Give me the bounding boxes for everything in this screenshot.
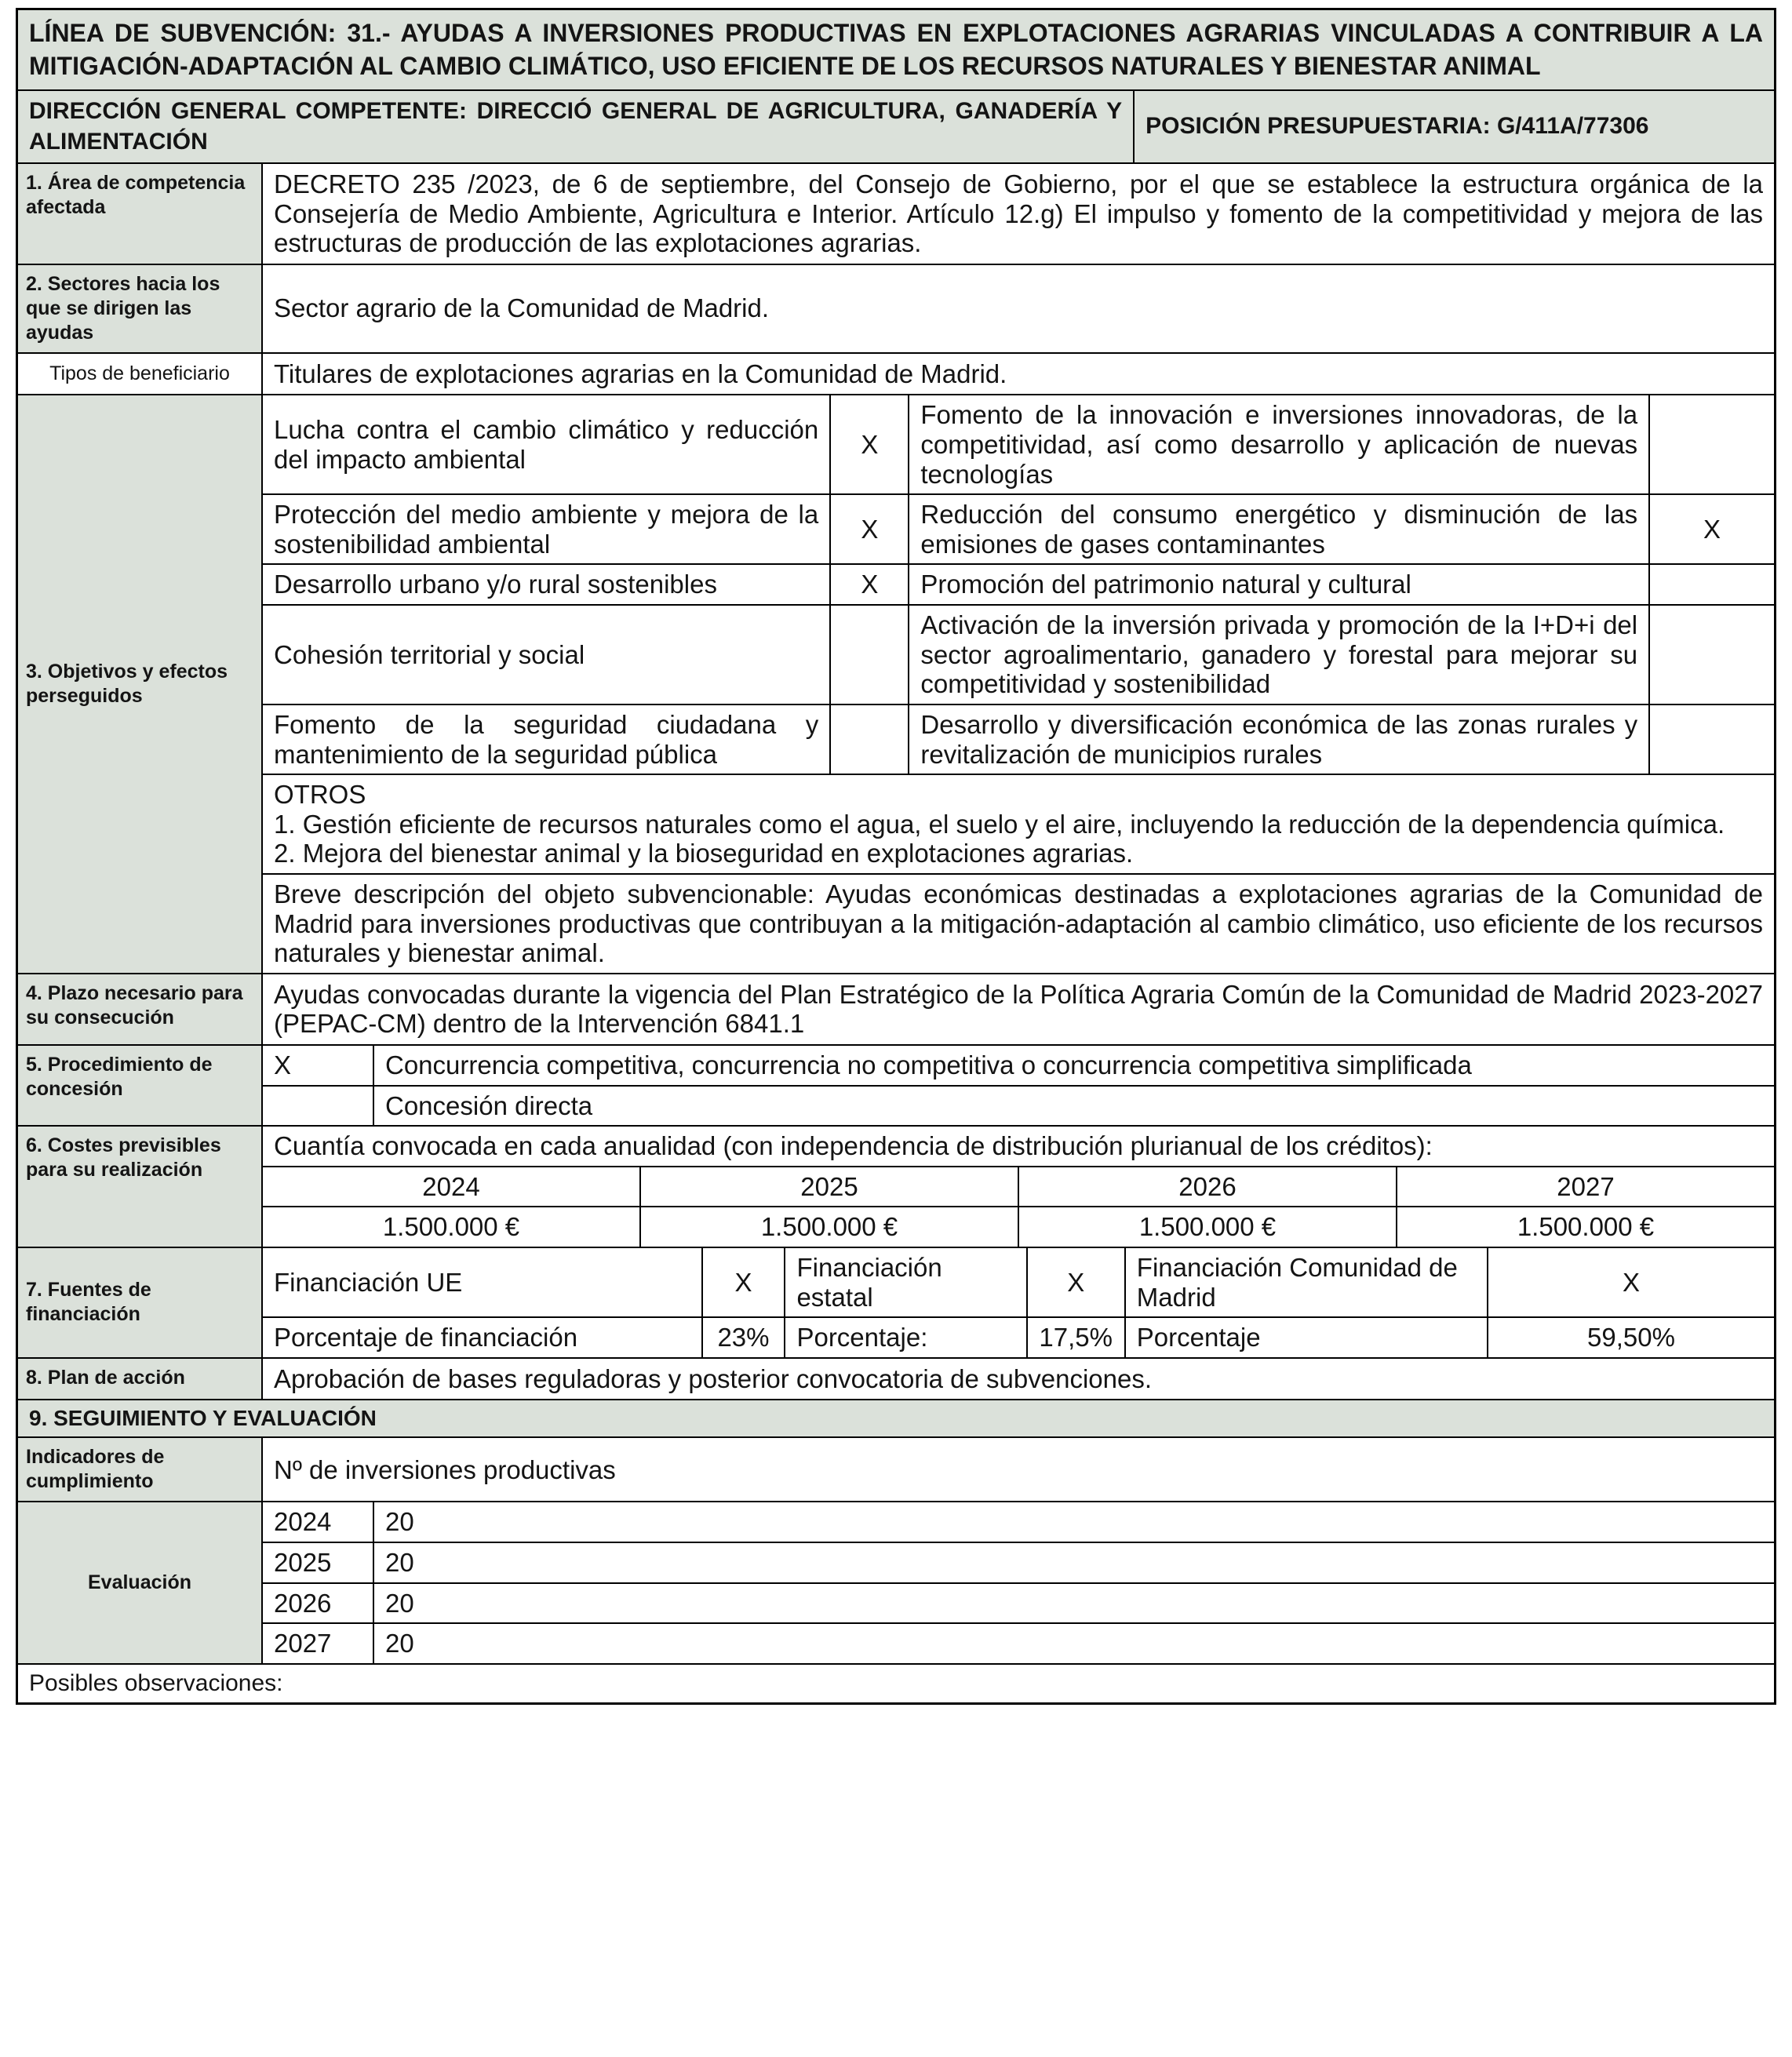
evaluacion-year: 2024 bbox=[274, 1507, 332, 1537]
procedimiento-row bbox=[263, 1085, 1774, 1126]
row-area-competencia bbox=[18, 162, 1774, 264]
row-sectores bbox=[18, 264, 1774, 352]
porcentaje-estatal-label: Porcentaje: bbox=[784, 1318, 1025, 1357]
objetivo-left-mark bbox=[829, 705, 908, 774]
beneficiario-label: Tipos de beneficiario bbox=[18, 354, 261, 395]
evaluacion-row bbox=[263, 1582, 1774, 1623]
posicion-presupuestaria: POSICIÓN PRESUPUESTARIA: G/411A/77306 bbox=[1133, 91, 1774, 162]
fuentes-row-sources bbox=[263, 1248, 1774, 1316]
procedimiento-mark bbox=[263, 1087, 373, 1126]
evaluacion-value: 20 bbox=[373, 1543, 1774, 1582]
objetivos-otros-row bbox=[263, 774, 1774, 873]
porcentaje-comunidad-value: 59,50% bbox=[1487, 1318, 1774, 1357]
row-observaciones bbox=[18, 1663, 1774, 1702]
fuentes-grid bbox=[261, 1248, 1774, 1357]
objetivo-left-mark: X bbox=[829, 565, 908, 604]
otros-title: OTROS bbox=[274, 780, 366, 810]
row-beneficiario bbox=[18, 352, 1774, 395]
row-indicadores bbox=[18, 1436, 1774, 1501]
fuentes-row-percent bbox=[263, 1316, 1774, 1357]
evaluacion-value: 20 bbox=[373, 1584, 1774, 1623]
procedimiento-text: Concesión directa bbox=[373, 1087, 1774, 1126]
indicadores-text: Nº de inversiones productivas bbox=[261, 1438, 1774, 1501]
objetivo-right-mark bbox=[1648, 395, 1774, 493]
fuente-estatal: Financiación estatal bbox=[784, 1248, 1025, 1316]
direccion-general: DIRECCIÓN GENERAL COMPETENTE: DIRECCIÓ GENERAL DE AGRICULTURA, GANADERÍA Y ALIMENTACIÓN bbox=[29, 98, 1123, 155]
evaluacion-row bbox=[263, 1542, 1774, 1582]
objetivo-left-mark: X bbox=[829, 495, 908, 563]
objetivo-right-text: Promoción del patrimonio natural y cultural bbox=[908, 565, 1648, 604]
evaluacion-year: 2026 bbox=[274, 1588, 332, 1618]
objetivo-right-mark bbox=[1648, 606, 1774, 704]
plazo-label: 4. Plazo necesario para su consecución bbox=[18, 974, 261, 1044]
objetivo-right-text: Reducción del consumo energético y disminución de las emisiones de gases contaminantes bbox=[908, 495, 1648, 563]
costes-year: 2027 bbox=[1396, 1167, 1774, 1207]
sectores-label: 2. Sectores hacia los que se dirigen las ayudas bbox=[18, 265, 261, 352]
costes-label: 6. Costes previsibles para su realización bbox=[18, 1127, 261, 1247]
objetivo-row bbox=[263, 493, 1774, 563]
procedimiento-text: Concurrencia competitiva, concurrencia no competitiva o concurrencia competitiva simplificada bbox=[373, 1046, 1774, 1085]
subsidy-line-table bbox=[16, 8, 1776, 1705]
plan-label: 8. Plan de acción bbox=[18, 1359, 261, 1400]
costes-grid bbox=[261, 1127, 1774, 1247]
fuente-comunidad: Financiación Comunidad de Madrid bbox=[1124, 1248, 1487, 1316]
beneficiario-text: Titulares de explotaciones agrarias en la Comunidad de Madrid. bbox=[261, 354, 1774, 395]
porcentaje-ue-value: 23% bbox=[701, 1318, 785, 1357]
subsidy-line-title: LÍNEA DE SUBVENCIÓN: 31.- AYUDAS A INVERSIONES PRODUCTIVAS EN EXPLOTACIONES AGRARIAS VINCULADAS A CONTRIBUIR A LA MITIGACIÓN-ADAPTACIÓN AL CAMBIO CLIMÁTICO, USO EFICIENTE DE LOS RECURSOS NATURALES Y BIENESTAR ANIMAL bbox=[29, 19, 1763, 80]
objetivos-label: 3. Objetivos y efectos perseguidos bbox=[18, 395, 261, 972]
porcentaje-ue-label: Porcentaje de financiación bbox=[274, 1323, 578, 1353]
row-plan-accion bbox=[18, 1357, 1774, 1400]
objetivo-left-mark bbox=[829, 606, 908, 704]
objetivo-right-mark bbox=[1648, 705, 1774, 774]
procedimiento-row bbox=[263, 1046, 1774, 1085]
objetivo-left-text: Fomento de la seguridad ciudadana y mantenimiento de la seguridad pública bbox=[274, 709, 819, 769]
plan-text: Aprobación de bases reguladoras y posterior convocatoria de subvenciones. bbox=[261, 1359, 1774, 1400]
area-text: DECRETO 235 /2023, de 6 de septiembre, del Consejo de Gobierno, por el que se establece la estructura orgánica de la Consejería de Medio Ambiente, Agricultura e Interior. Artículo 12.g) El impulso y fomento de la competitividad y mejora de las estructuras de producción de las explotaciones agrarias. bbox=[261, 164, 1774, 264]
procedimiento-label: 5. Procedimiento de concesión bbox=[18, 1046, 261, 1125]
objetivo-right-text: Desarrollo y diversificación económica de las zonas rurales y revitalización de municipios rurales bbox=[908, 705, 1648, 774]
row-fuentes bbox=[18, 1247, 1774, 1357]
objetivo-right-mark bbox=[1648, 565, 1774, 604]
costes-amount: 1.500.000 € bbox=[1396, 1207, 1774, 1247]
objetivo-right-text: Activación de la inversión privada y promoción de la I+D+i del sector agroalimentario, ganadero y forestal para mejorar su competitividad y sostenibilidad bbox=[908, 606, 1648, 704]
fuente-estatal-mark: X bbox=[1026, 1248, 1124, 1316]
observaciones-label: Posibles observaciones: bbox=[29, 1669, 283, 1696]
objetivo-left-text: Protección del medio ambiente y mejora de la sostenibilidad ambiental bbox=[274, 500, 819, 559]
objetivo-left-mark: X bbox=[829, 395, 908, 493]
plazo-text: Ayudas convocadas durante la vigencia del Plan Estratégico de la Política Agraria Común de la Comunidad de Madrid 2023-2027 (PEPAC-CM) dentro de la Intervención 6841.1 bbox=[261, 974, 1774, 1044]
evaluacion-year: 2027 bbox=[274, 1629, 332, 1658]
breve-descripcion: Breve descripción del objeto subvencionable: Ayudas económicas destinadas a explotaciones agrarias de la Comunidad de Madrid para inversiones productivas que contribuyan a la mitigación-adaptación al cambio climático, uso eficiente de los recursos naturales y bienestar animal. bbox=[274, 879, 1763, 968]
evaluacion-row bbox=[263, 1502, 1774, 1542]
title-row bbox=[18, 10, 1774, 89]
costes-year: 2026 bbox=[1018, 1167, 1396, 1207]
objetivos-otros bbox=[263, 775, 1774, 873]
costes-amount: 1.500.000 € bbox=[1018, 1207, 1396, 1247]
objetivos-grid bbox=[261, 395, 1774, 972]
costes-amount: 1.500.000 € bbox=[382, 1212, 520, 1242]
objetivo-left-text: Cohesión territorial y social bbox=[274, 639, 585, 669]
fuente-ue-mark: X bbox=[701, 1248, 785, 1316]
fuente-comunidad-mark: X bbox=[1487, 1248, 1774, 1316]
evaluacion-grid bbox=[261, 1502, 1774, 1662]
objetivo-left-text: Lucha contra el cambio climático y reducción del impacto ambiental bbox=[274, 415, 819, 474]
objetivos-breve-row bbox=[263, 873, 1774, 973]
row-objetivos bbox=[18, 394, 1774, 972]
sectores-text: Sector agrario de la Comunidad de Madrid. bbox=[261, 265, 1774, 352]
procedimiento-grid bbox=[261, 1046, 1774, 1125]
porcentaje-estatal-value: 17,5% bbox=[1026, 1318, 1124, 1357]
costes-cuantia-row bbox=[263, 1127, 1774, 1166]
objetivo-row bbox=[263, 563, 1774, 604]
seguimiento-title: 9. SEGUIMIENTO Y EVALUACIÓN bbox=[29, 1406, 377, 1431]
objetivo-left-text: Desarrollo urbano y/o rural sostenibles bbox=[274, 570, 717, 599]
otros-item: 2. Mejora del bienestar animal y la bioseguridad en explotaciones agrarias. bbox=[274, 839, 1134, 868]
costes-year: 2024 bbox=[422, 1171, 480, 1201]
area-label: 1. Área de competencia afectada bbox=[18, 164, 261, 264]
porcentaje-comunidad-label: Porcentaje bbox=[1124, 1318, 1487, 1357]
fuentes-label: 7. Fuentes de financiación bbox=[18, 1248, 261, 1357]
objetivo-right-text: Fomento de la innovación e inversiones innovadoras, de la competitividad, así como desarrollo y aplicación de nuevas tecnologías bbox=[908, 395, 1648, 493]
objetivo-row bbox=[263, 704, 1774, 774]
row-procedimiento bbox=[18, 1044, 1774, 1125]
header-row bbox=[18, 89, 1774, 162]
costes-year: 2025 bbox=[639, 1167, 1018, 1207]
row-costes bbox=[18, 1125, 1774, 1247]
costes-amounts-row bbox=[263, 1206, 1774, 1247]
procedimiento-mark: X bbox=[274, 1050, 292, 1079]
evaluacion-row bbox=[263, 1622, 1774, 1663]
objetivo-row bbox=[263, 604, 1774, 704]
otros-item: 1. Gestión eficiente de recursos naturales como el agua, el suelo y el aire, incluyendo la reducción de la dependencia química. bbox=[274, 809, 1725, 839]
evaluacion-label: Evaluación bbox=[18, 1502, 261, 1662]
objetivo-row bbox=[263, 395, 1774, 493]
fuente-ue: Financiación UE bbox=[274, 1267, 463, 1297]
indicadores-label: Indicadores de cumplimiento bbox=[18, 1438, 261, 1501]
row-evaluacion bbox=[18, 1501, 1774, 1662]
evaluacion-value: 20 bbox=[373, 1502, 1774, 1542]
evaluacion-value: 20 bbox=[373, 1624, 1774, 1663]
row-seguimiento bbox=[18, 1399, 1774, 1436]
costes-cuantia: Cuantía convocada en cada anualidad (con independencia de distribución plurianual de los créditos): bbox=[274, 1131, 1433, 1161]
costes-years-row bbox=[263, 1166, 1774, 1207]
row-plazo bbox=[18, 973, 1774, 1044]
evaluacion-year: 2025 bbox=[274, 1547, 332, 1577]
costes-amount: 1.500.000 € bbox=[639, 1207, 1018, 1247]
objetivo-right-mark: X bbox=[1648, 495, 1774, 563]
